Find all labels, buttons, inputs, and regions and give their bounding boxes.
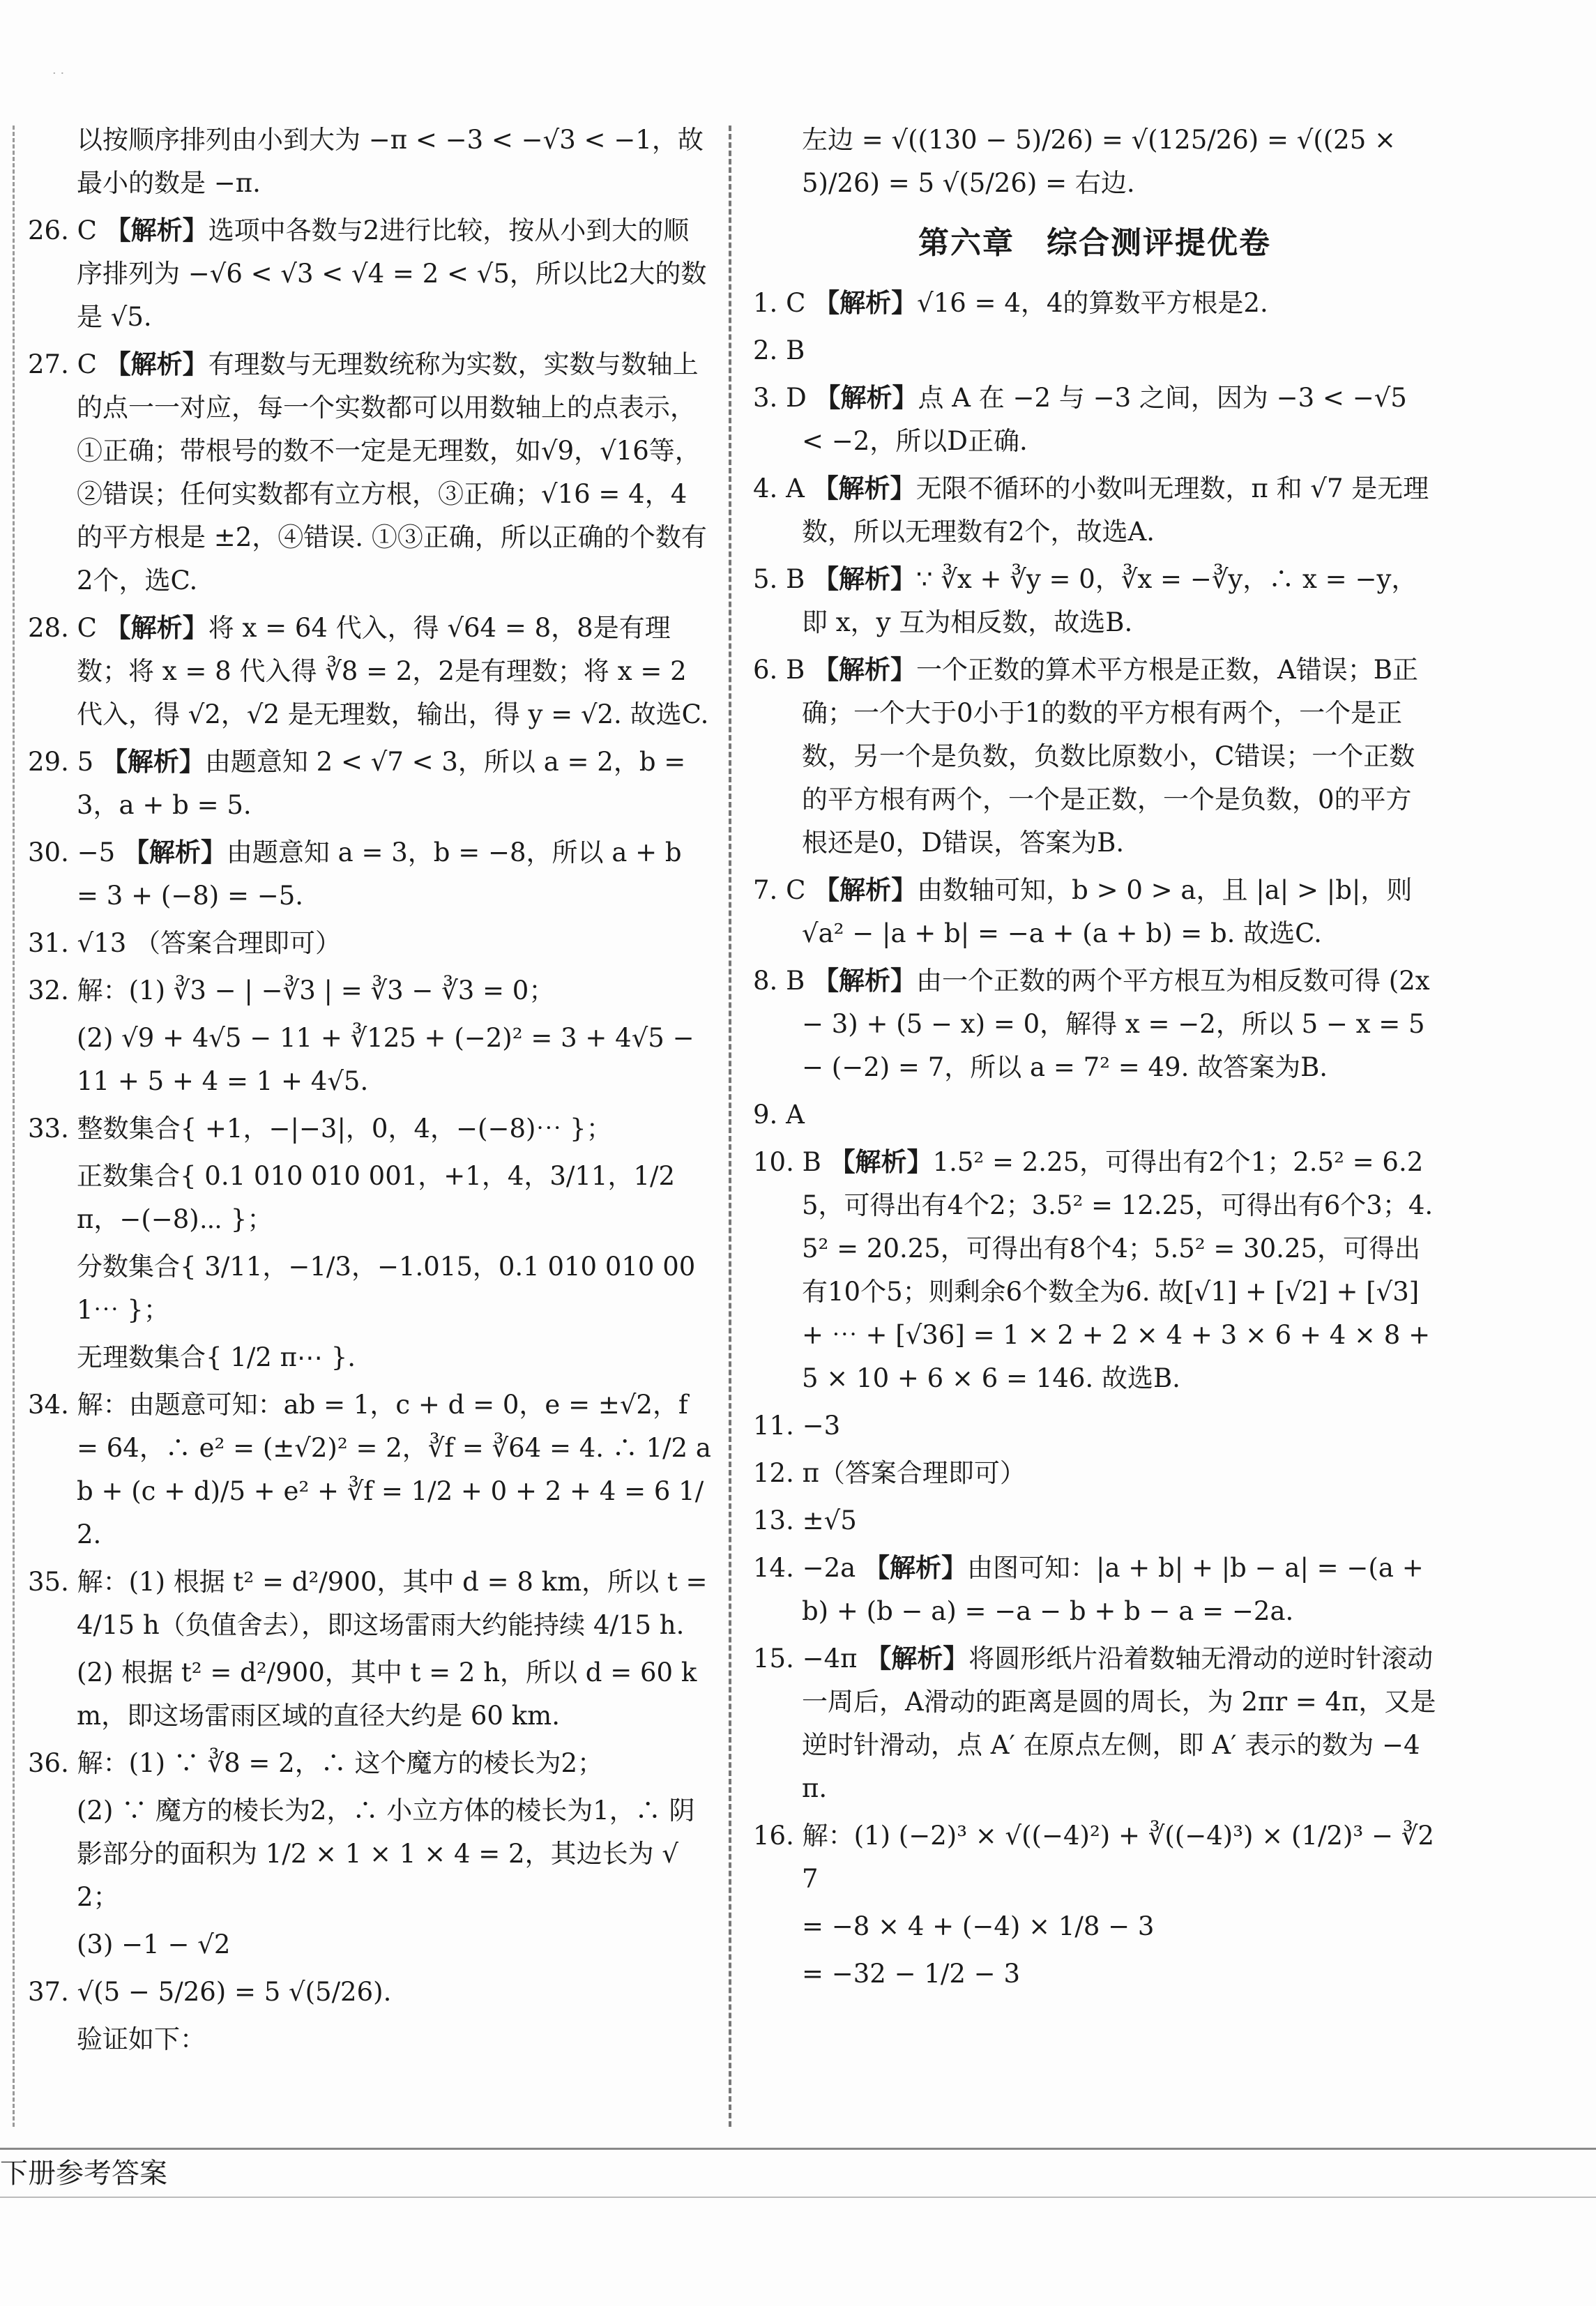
answer-text: (2) 根据 t² = d²/900，其中 t = 2 h，所以 d = 60 km，即这场雷雨区域的直径大约是 60 km. [77, 1658, 697, 1731]
answer-item [753, 1637, 1436, 1810]
answer-text: 解：(1) ∛3 − | −∛3 | = ∛3 − ∛3 = 0； [77, 976, 555, 1006]
answer-item [28, 1971, 711, 2014]
analysis-tag: 【解析】 [105, 349, 208, 379]
analysis-tag: 【解析】 [829, 1147, 933, 1177]
answer-text: √16 = 4，4的算数平方根是2. [917, 288, 1268, 318]
answer-item [753, 467, 1436, 554]
answer-number: 13. [753, 1505, 794, 1535]
answer-item [753, 869, 1436, 955]
corner-mark: · · [52, 66, 65, 81]
answer-text: 由题意知 a = 3，b = −8，所以 a + b = 3 + (−8) = −5. [77, 837, 682, 911]
answer-item [753, 1814, 1436, 1901]
answer-continuation [28, 1923, 711, 1966]
answer-text: π（答案合理即可） [802, 1458, 1026, 1488]
answer-text: 分数集合{ 3/11，−1/3，−1.015，0.1 010 010 001⋯ }； [77, 1252, 696, 1325]
answer-text: √(5 − 5/26) = 5 √(5/26). [77, 1977, 392, 2007]
analysis-tag: 【解析】 [812, 473, 916, 503]
answer-number: 16. [753, 1821, 794, 1851]
left-column [28, 119, 711, 2065]
answer-text: 点 A 在 −2 与 −3 之间，因为 −3 < −√5 < −2，所以D正确. [802, 383, 1407, 456]
answer-continuation [28, 1651, 711, 1738]
answer-item [753, 1141, 1436, 1400]
answer-item [28, 343, 711, 602]
binding-rule [13, 126, 15, 2127]
answer-item [753, 1547, 1436, 1633]
answer-text: (2) √9 + 4√5 − 11 + ∛125 + (−2)² = 3 + 4√5 − 11 + 5 + 4 = 1 + 4√5. [77, 1023, 694, 1096]
answer-item [28, 607, 711, 736]
answer-text: (2) ∵ 魔方的棱长为2，∴ 小立方体的棱长为1，∴ 阴影部分的面积为 1/2 × 1 × 1 × 4 = 2，其边长为 √2； [77, 1796, 695, 1912]
answer-item [753, 1452, 1436, 1495]
answer-continuation [753, 119, 1436, 205]
footer-rule [0, 2148, 1596, 2150]
answer-text: 以按顺序排列由小到大为 −π < −3 < −√3 < −1，故最小的数是 −π. [77, 125, 704, 198]
answer-number: 2. B [753, 335, 805, 365]
answer-continuation [753, 1952, 1436, 1996]
analysis-tag: 【解析】 [814, 288, 918, 318]
analysis-tag: 【解析】 [813, 564, 917, 594]
answer-number: 33. [28, 1114, 69, 1144]
answer-text: 解：由题意可知：ab = 1，c + d = 0，e = ±√2，f = 64，∴ e² = (±√2)² = 2，∛f = ∛64 = 4. ∴ 1/2 ab + (c + d)/5 + e² + ∛f = 1/2 + 0 + 2 + 4 = 6 1/2. [77, 1390, 711, 1549]
answer-number: 31. [28, 928, 69, 958]
answer-number: 8. B [753, 966, 805, 996]
answer-text: = −32 − 1/2 − 3 [802, 1959, 1020, 1989]
analysis-tag: 【解析】 [105, 215, 208, 245]
answer-text: ±√5 [802, 1505, 857, 1535]
answer-text: 解：(1) ∵ ∛8 = 2，∴ 这个魔方的棱长为2； [77, 1748, 604, 1778]
answer-number: 34. [28, 1390, 69, 1420]
answer-number: 3. D [753, 383, 807, 413]
answer-text: 解：(1) (−2)³ × √((−4)²) + ∛((−4)³) × (1/2)³ − ∛27 [802, 1821, 1434, 1894]
answer-number: 11. −3 [753, 1411, 841, 1441]
answer-item [753, 329, 1436, 372]
answer-text: 无理数集合{ 1/2 π⋯ }. [77, 1342, 356, 1372]
answer-continuation [28, 1017, 711, 1103]
answer-text: 由数轴可知，b > 0 > a，且 |a| > |b|，则 √a² − |a + b| = −a + (a + b) = b. 故选C. [802, 875, 1413, 948]
chapter-title: 第六章 综合测评提优卷 [918, 225, 1271, 261]
answer-number: 27. C [28, 349, 97, 379]
answer-number: 4. A [753, 473, 805, 503]
answer-continuation [28, 1336, 711, 1379]
answer-item [28, 1107, 711, 1151]
answer-number: 6. B [753, 655, 805, 685]
answer-number: 7. C [753, 875, 806, 905]
answer-text: 无限不循环的小数叫无理数，π 和 √7 是无理数，所以无理数有2个，故选A. [802, 473, 1429, 547]
answer-item [28, 741, 711, 827]
answer-number: 37. [28, 1977, 69, 2007]
answer-text: 左边 = √((130 − 5)/26) = √(125/26) = √((25 × 5)/26) = 5 √(5/26) = 右边. [802, 125, 1397, 198]
answer-item [28, 831, 711, 918]
answer-continuation [28, 2018, 711, 2061]
answer-text: (3) −1 − √2 [77, 1929, 231, 1959]
analysis-tag: 【解析】 [813, 966, 917, 996]
analysis-tag: 【解析】 [863, 1553, 967, 1583]
answer-number: 26. C [28, 215, 97, 245]
answer-item [753, 282, 1436, 325]
answer-continuation [28, 1789, 711, 1919]
answer-text: 一个正数的算术平方根是正数，A错误；B正确；一个大于0小于1的数的平方根有两个，一个是正数，另一个是负数，负数比原数小，C错误；一个正数的平方根有两个，一个是正数，一个是负数，0的平方根还是0，D错误，答案为B. [802, 655, 1418, 858]
answer-text: 解：(1) 根据 t² = d²/900，其中 d = 8 km，所以 t = 4/15 h（负值舍去），即这场雷雨大约能持续 4/15 h. [77, 1567, 708, 1640]
answer-number: 28. C [28, 613, 97, 643]
analysis-tag: 【解析】 [865, 1644, 969, 1674]
answer-text: 有理数与无理数统称为实数，实数与数轴上的点一一对应，每一个实数都可以用数轴上的点表示，①正确；带根号的数不一定是无理数，如√9，√16等，②错误；任何实数都有立方根，③正确；√16 = 4，4的平方根是 ±2，④错误. ①③正确，所以正确的个数有2个，选C. [77, 349, 707, 596]
answer-item [753, 1499, 1436, 1542]
answer-item [28, 1561, 711, 1647]
answer-item [28, 209, 711, 339]
answer-text: 整数集合{ +1，−|−3|，0，4，−(−8)⋯ }； [77, 1114, 612, 1144]
analysis-tag: 【解析】 [813, 655, 917, 685]
answer-continuation [28, 1155, 711, 1241]
answer-number: 36. [28, 1748, 69, 1778]
analysis-tag: 【解析】 [123, 837, 227, 867]
answer-continuation [753, 1905, 1436, 1948]
answer-item [28, 1383, 711, 1556]
answer-text: 1.5² = 2.25，可得出有2个1；2.5² = 6.25，可得出有4个2；3.5² = 12.25，可得出有6个3；4.5² = 20.25，可得出有8个4；5.5² = 30.25，可得出有10个5；则剩余6个数全为6. 故[√1] + [√2] + [√3] + ⋯ + [√36] = 1 × 2 + 2 × 4 + 3 × 6 + 4 × 8 + 5 × 10 + 6 × 6 = 146. 故选B. [802, 1147, 1434, 1393]
answer-number: 35. [28, 1567, 69, 1597]
analysis-tag: 【解析】 [101, 747, 205, 777]
answer-text: 正数集合{ 0.1 010 010 001，+1，4，3/11，1/2 π，−(−8)⋯ }； [77, 1161, 676, 1234]
column-divider [729, 126, 731, 2127]
answer-text: 由题意知 2 < √7 < 3，所以 a = 2，b = 3，a + b = 5. [77, 747, 686, 820]
answer-number: 32. [28, 976, 69, 1006]
footer-rule-lower [0, 2197, 1596, 2198]
answer-text: 验证如下： [77, 2024, 206, 2054]
answer-item [753, 1093, 1436, 1137]
answer-text: = −8 × 4 + (−4) × 1/8 − 3 [802, 1911, 1155, 1941]
answer-item [28, 1742, 711, 1785]
answer-number: 15. −4π [753, 1644, 858, 1674]
answer-continuation [28, 119, 711, 205]
answer-text: 将圆形纸片沿着数轴无滑动的逆时针滚动一周后，A滑动的距离是圆的周长，为 2πr = 4π，又是逆时针滑动，点 A′ 在原点左侧，即 A′ 表示的数为 −4π. [802, 1644, 1436, 1803]
answer-item [753, 377, 1436, 463]
answer-text: ∵ ∛x + ∛y = 0，∛x = −∛y，∴ x = −y，即 x，y 互为相反数，故选B. [802, 564, 1418, 637]
answer-number: 29. 5 [28, 747, 94, 777]
answer-item [753, 648, 1436, 865]
right-column [753, 119, 1436, 2000]
footer-label: 下册参考答案 [0, 2157, 167, 2190]
answer-continuation [28, 1245, 711, 1332]
answer-text: 由图可知：|a + b| + |b − a| = −(a + b) + (b − a) = −a − b + b − a = −2a. [802, 1553, 1424, 1626]
analysis-tag: 【解析】 [814, 383, 918, 413]
answer-item [753, 558, 1436, 644]
answer-number: 10. B [753, 1147, 821, 1177]
answer-item [28, 922, 711, 965]
answer-text: 选项中各数与2进行比较，按从小到大的顺序排列为 −√6 < √3 < √4 = 2 < √5，所以比2大的数是 √5. [77, 215, 707, 332]
analysis-tag: 【解析】 [814, 875, 918, 905]
answer-text: 由一个正数的两个平方根互为相反数可得 (2x − 3) + (5 − x) = 0，解得 x = −2，所以 5 − x = 5 − (−2) = 7，所以 a = 7² = 49. 故答案为B. [802, 966, 1430, 1082]
answer-number: 14. −2a [753, 1553, 856, 1583]
answer-number: 30. −5 [28, 837, 116, 867]
answer-number: 5. B [753, 564, 805, 594]
answer-item [28, 969, 711, 1012]
answer-number: 12. [753, 1458, 794, 1488]
answer-text: 将 x = 64 代入，得 √64 = 8，8是有理数；将 x = 8 代入得 ∛8 = 2，2是有理数；将 x = 2 代入，得 √2，√2 是无理数，输出，得 y = √2. 故选C. [77, 613, 709, 729]
answer-item [753, 959, 1436, 1089]
answer-item [753, 1404, 1436, 1448]
analysis-tag: 【解析】 [105, 613, 208, 643]
answer-number: 9. A [753, 1100, 805, 1130]
answer-number: 1. C [753, 288, 806, 318]
answer-text: √13 （答案合理即可） [77, 928, 342, 958]
